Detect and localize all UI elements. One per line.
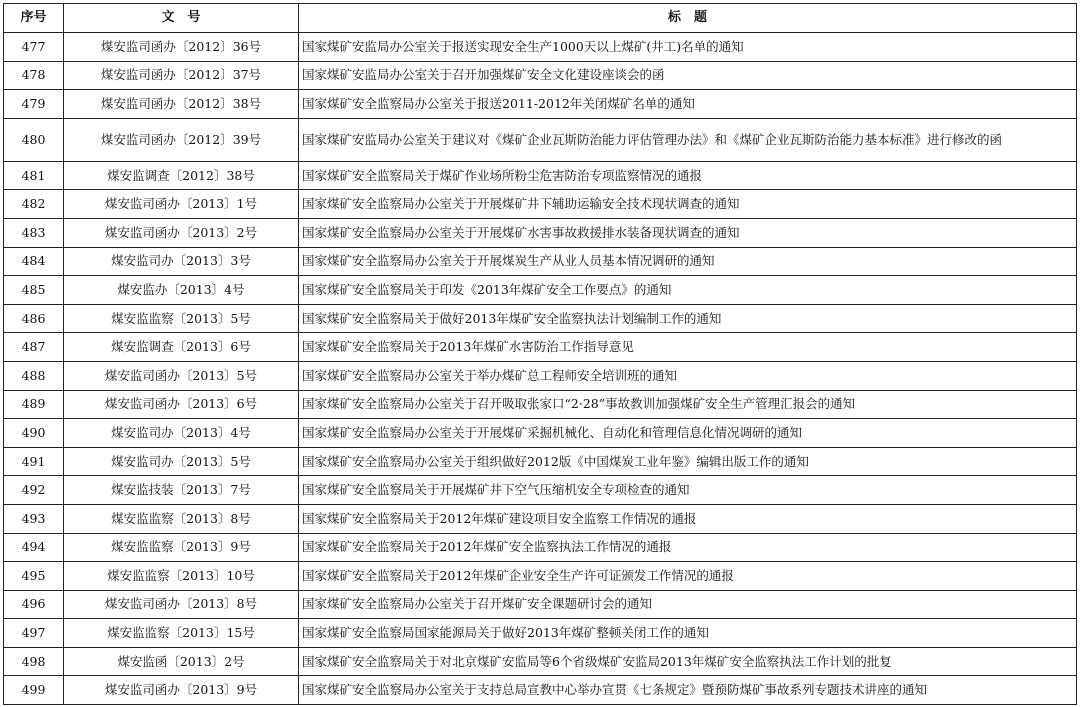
row-title: 国家煤矿安全监察局办公室关于举办煤矿总工程师安全培训班的通知 <box>299 361 1077 390</box>
row-title: 国家煤矿安监局办公室关于召开加强煤矿安全文化建设座谈会的函 <box>299 61 1077 90</box>
row-doc-number: 煤安监司办〔2013〕5号 <box>64 447 299 476</box>
row-number: 484 <box>4 247 64 276</box>
table-row <box>4 419 1077 448</box>
row-title: 国家煤矿安全监察局关于2012年煤矿建设项目安全监察工作情况的通报 <box>299 504 1077 533</box>
row-number: 496 <box>4 590 64 619</box>
table-body <box>4 33 1077 705</box>
row-doc-number: 煤安监司函办〔2013〕9号 <box>64 676 299 705</box>
table-row <box>4 118 1077 161</box>
row-doc-number: 煤安监监察〔2013〕10号 <box>64 562 299 591</box>
row-number: 495 <box>4 562 64 591</box>
row-doc-number: 煤安监司函办〔2012〕38号 <box>64 90 299 119</box>
row-title: 国家煤矿安全监察局关于做好2013年煤矿安全监察执法计划编制工作的通知 <box>299 304 1077 333</box>
header-doc-number: 文 号 <box>64 4 299 33</box>
row-title: 国家煤矿安监局办公室关于建议对《煤矿企业瓦斯防治能力评估管理办法》和《煤矿企业瓦斯防治能力基本标准》进行修改的函 <box>299 118 1077 161</box>
table-row <box>4 504 1077 533</box>
document-sheet <box>3 3 1077 705</box>
row-number: 490 <box>4 419 64 448</box>
row-title: 国家煤矿安全监察局办公室关于开展煤矿采掘机械化、自动化和管理信息化情况调研的通知 <box>299 419 1077 448</box>
row-title: 国家煤矿安全监察局关于2012年煤矿安全监察执法工作情况的通报 <box>299 533 1077 562</box>
header-no: 序号 <box>4 4 64 33</box>
row-number: 483 <box>4 218 64 247</box>
row-doc-number: 煤安监司办〔2013〕4号 <box>64 419 299 448</box>
row-doc-number: 煤安监监察〔2013〕5号 <box>64 304 299 333</box>
row-doc-number: 煤安监调查〔2013〕6号 <box>64 333 299 362</box>
row-title: 国家煤矿安全监察局办公室关于开展煤矿井下辅助运输安全技术现状调查的通知 <box>299 190 1077 219</box>
header-row <box>4 4 1077 33</box>
row-number: 492 <box>4 476 64 505</box>
row-title: 国家煤矿安全监察局关于2012年煤矿企业安全生产许可证颁发工作情况的通报 <box>299 562 1077 591</box>
row-number: 497 <box>4 619 64 648</box>
table-row <box>4 33 1077 62</box>
table-row <box>4 676 1077 705</box>
row-doc-number: 煤安监调查〔2012〕38号 <box>64 161 299 190</box>
document-table <box>3 3 1077 705</box>
table-row <box>4 562 1077 591</box>
row-number: 494 <box>4 533 64 562</box>
table-row <box>4 390 1077 419</box>
row-number: 493 <box>4 504 64 533</box>
row-title: 国家煤矿安全监察局办公室关于报送2011-2012年关闭煤矿名单的通知 <box>299 90 1077 119</box>
row-number: 489 <box>4 390 64 419</box>
table-row <box>4 619 1077 648</box>
row-title: 国家煤矿安全监察局国家能源局关于做好2013年煤矿整顿关闭工作的通知 <box>299 619 1077 648</box>
row-number: 485 <box>4 276 64 305</box>
row-title: 国家煤矿安全监察局关于煤矿作业场所粉尘危害防治专项监察情况的通报 <box>299 161 1077 190</box>
row-doc-number: 煤安监司函办〔2013〕1号 <box>64 190 299 219</box>
table-row <box>4 533 1077 562</box>
table-row <box>4 333 1077 362</box>
row-number: 498 <box>4 647 64 676</box>
table-row <box>4 304 1077 333</box>
row-doc-number: 煤安监监察〔2013〕8号 <box>64 504 299 533</box>
row-doc-number: 煤安监办〔2013〕4号 <box>64 276 299 305</box>
table-row <box>4 218 1077 247</box>
row-title: 国家煤矿安全监察局办公室关于召开吸取张家口“2·28”事故教训加强煤矿安全生产管理汇报会的通知 <box>299 390 1077 419</box>
row-title: 国家煤矿安全监察局办公室关于组织做好2012版《中国煤炭工业年鉴》编辑出版工作的通知 <box>299 447 1077 476</box>
row-doc-number: 煤安监司函办〔2013〕6号 <box>64 390 299 419</box>
row-title: 国家煤矿安全监察局关于对北京煤矿安监局等6个省级煤矿安监局2013年煤矿安全监察执法工作计划的批复 <box>299 647 1077 676</box>
row-number: 481 <box>4 161 64 190</box>
table-row <box>4 276 1077 305</box>
table-row <box>4 161 1077 190</box>
table-row <box>4 647 1077 676</box>
table-row <box>4 61 1077 90</box>
row-title: 国家煤矿安全监察局关于开展煤矿井下空气压缩机安全专项检查的通知 <box>299 476 1077 505</box>
table-header <box>4 4 1077 33</box>
row-title: 国家煤矿安全监察局办公室关于开展煤矿水害事故救援排水装备现状调查的通知 <box>299 218 1077 247</box>
row-title: 国家煤矿安全监察局关于印发《2013年煤矿安全工作要点》的通知 <box>299 276 1077 305</box>
row-doc-number: 煤安监司函办〔2012〕39号 <box>64 118 299 161</box>
row-title: 国家煤矿安全监察局办公室关于开展煤炭生产从业人员基本情况调研的通知 <box>299 247 1077 276</box>
row-doc-number: 煤安监司函办〔2012〕36号 <box>64 33 299 62</box>
table-row <box>4 190 1077 219</box>
row-number: 477 <box>4 33 64 62</box>
row-number: 486 <box>4 304 64 333</box>
row-number: 482 <box>4 190 64 219</box>
row-doc-number: 煤安监监察〔2013〕9号 <box>64 533 299 562</box>
row-number: 488 <box>4 361 64 390</box>
row-title: 国家煤矿安全监察局办公室关于召开煤矿安全课题研讨会的通知 <box>299 590 1077 619</box>
row-title: 国家煤矿安监局办公室关于报送实现安全生产1000天以上煤矿(井工)名单的通知 <box>299 33 1077 62</box>
row-doc-number: 煤安监司函办〔2013〕5号 <box>64 361 299 390</box>
row-doc-number: 煤安监函〔2013〕2号 <box>64 647 299 676</box>
header-title: 标 题 <box>299 4 1077 33</box>
row-number: 480 <box>4 118 64 161</box>
row-number: 478 <box>4 61 64 90</box>
row-number: 491 <box>4 447 64 476</box>
row-doc-number: 煤安监司办〔2013〕3号 <box>64 247 299 276</box>
row-doc-number: 煤安监技装〔2013〕7号 <box>64 476 299 505</box>
row-number: 479 <box>4 90 64 119</box>
table-row <box>4 361 1077 390</box>
table-row <box>4 447 1077 476</box>
table-row <box>4 590 1077 619</box>
row-number: 487 <box>4 333 64 362</box>
row-title: 国家煤矿安全监察局关于2013年煤矿水害防治工作指导意见 <box>299 333 1077 362</box>
table-row <box>4 247 1077 276</box>
row-doc-number: 煤安监司函办〔2013〕8号 <box>64 590 299 619</box>
row-number: 499 <box>4 676 64 705</box>
row-doc-number: 煤安监司函办〔2013〕2号 <box>64 218 299 247</box>
table-row <box>4 90 1077 119</box>
row-doc-number: 煤安监司函办〔2012〕37号 <box>64 61 299 90</box>
row-doc-number: 煤安监监察〔2013〕15号 <box>64 619 299 648</box>
table-row <box>4 476 1077 505</box>
row-title: 国家煤矿安全监察局办公室关于支持总局宣教中心举办宣贯《七条规定》暨预防煤矿事故系列专题技术讲座的通知 <box>299 676 1077 705</box>
